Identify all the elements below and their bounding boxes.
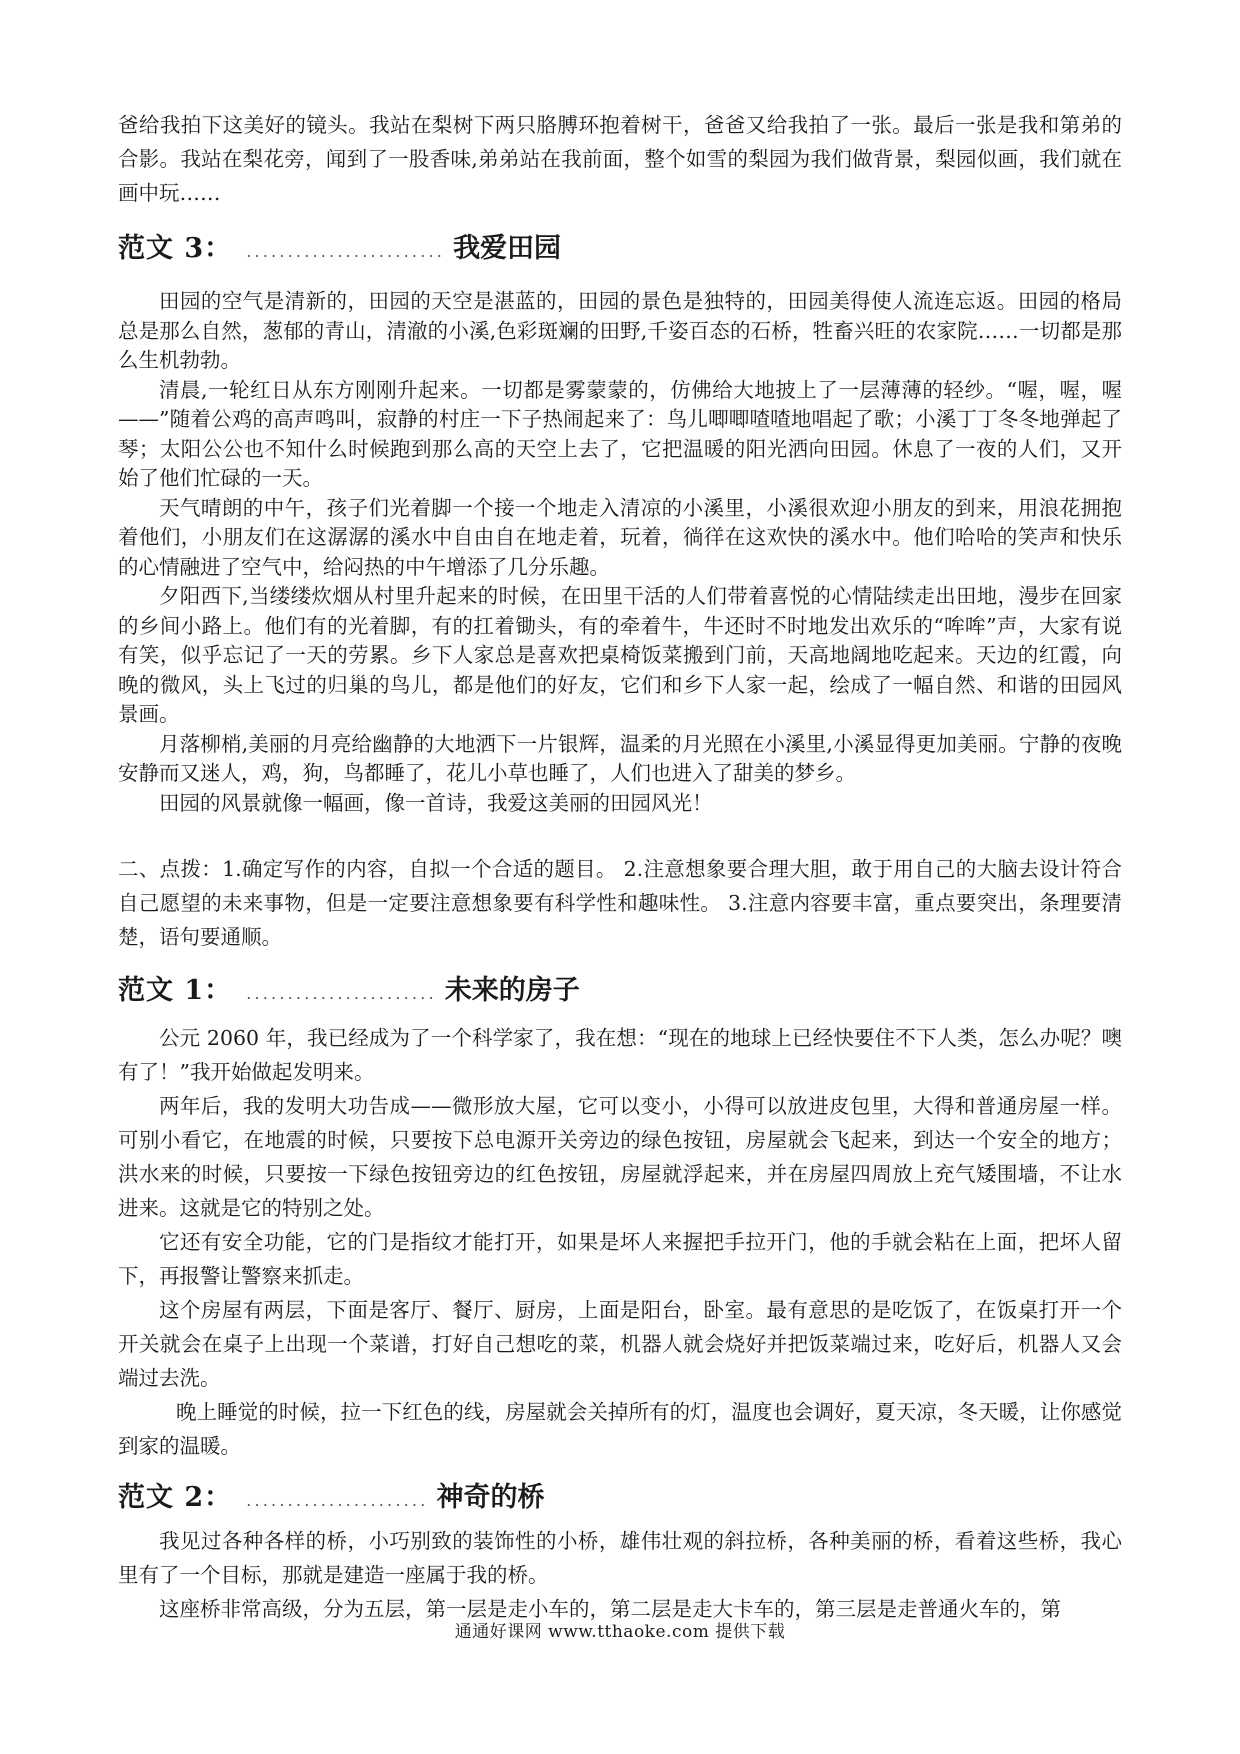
essay-3-heading	[118, 226, 1122, 265]
essay-1-paragraph: 两年后，我的发明大功告成——微形放大屋，它可以变小，小得可以放进皮包里，大得和普通房屋一样。可别小看它，在地震的时候，只要按下总电源开关旁边的绿色按钮，房屋就会飞起来，到达一个安全的地方；洪水来的时候，只要按一下绿色按钮旁边的红色按钮，房屋就浮起来，并在房屋四周放上充气矮围墙，不让水进来。这就是它的特别之处。	[118, 1094, 1122, 1220]
guidance-paragraph: 二、点拨：1.确定写作的内容，自拟一个合适的题目。 2.注意想象要合理大胆，敢于用自己的大脑去设计符合自己愿望的未来事物，但是一定要注意想象要有科学性和趣味性。 3.注意内容要丰富，重点要突出，条理要清楚，语句要通顺。	[118, 857, 1122, 949]
essay-1-body	[118, 1021, 1122, 1463]
essay-3-label: 范文 3：	[118, 233, 233, 264]
essay-3-title: 我爱田园	[453, 233, 562, 264]
essay-2-dots: ......................	[246, 1491, 429, 1510]
essay-3-paragraph: 夕阳西下,当缕缕炊烟从村里升起来的时候，在田里干活的人们带着喜悦的心情陆续走出田地，漫步在回家的乡间小路上。他们有的光着脚，有的扛着锄头，有的牵着牛，牛还时不时地发出欢乐的“哞哞”声，大家有说有笑，似乎忘记了一天的劳累。乡下人家总是喜欢把桌椅饭菜搬到门前，天高地阔地吃起来。天边的红霞，向晚的微风，头上飞过的归巢的鸟儿，都是他们的好友，它们和乡下人家一起，绘成了一幅自然、和谐的田园风景画。	[118, 584, 1122, 726]
essay-1-dots: .......................	[246, 984, 437, 1003]
essay-2-title: 神奇的桥	[436, 1482, 545, 1513]
essay-1-title: 未来的房子	[444, 975, 580, 1006]
page-footer: 通通好课网 www.tthaoke.com 提供下载	[454, 1622, 786, 1642]
essay-3-paragraph: 天气晴朗的中午，孩子们光着脚一个接一个地走入清凉的小溪里，小溪很欢迎小朋友的到来，用浪花拥抱着他们，小朋友们在这潺潺的溪水中自由自在地走着，玩着，徜徉在这欢快的溪水中。他们哈哈的笑声和快乐的心情融进了空气中，给闷热的中午增添了几分乐趣。	[118, 495, 1122, 579]
essay-1-paragraph: 这个房屋有两层，下面是客厅、餐厅、厨房，上面是阳台，卧室。最有意思的是吃饭了，在饭桌打开一个开关就会在桌子上出现一个菜谱，打好自己想吃的菜，机器人就会烧好并把饭菜端过来，吃好后，机器人又会端过去洗。	[118, 1298, 1122, 1390]
essay-1-paragraph: 晚上睡觉的时候，拉一下红色的线，房屋就会关掉所有的灯，温度也会调好，夏天凉，冬天暖，让你感觉到家的温暖。	[118, 1400, 1122, 1458]
essay-1-label: 范文 1：	[118, 975, 233, 1006]
essay-1-paragraph: 公元 2060 年，我已经成为了一个科学家了，我在想：“现在的地球上已经快要住不下人类，怎么办呢？噢有了！”我开始做起发明来。	[118, 1026, 1122, 1084]
essay-3-paragraph: 月落柳梢,美丽的月亮给幽静的大地洒下一片银辉，温柔的月光照在小溪里,小溪显得更加美丽。宁静的夜晚安静而又迷人，鸡，狗，鸟都睡了，花儿小草也睡了，人们也进入了甜美的梦乡。	[118, 731, 1122, 785]
essay-3-body	[118, 287, 1122, 818]
essay-2-paragraph: 这座桥非常高级，分为五层，第一层是走小车的，第二层是走大卡车的，第三层是走普通火车的，第	[159, 1597, 1061, 1621]
document-page	[118, 108, 1122, 1626]
essay-2-paragraph: 我见过各种各样的桥，小巧别致的装饰性的小桥，雄伟壮观的斜拉桥，各种美丽的桥，看着这些桥，我心里有了一个目标，那就是建造一座属于我的桥。	[118, 1529, 1122, 1587]
essay-3-paragraph: 清晨,一轮红日从东方刚刚升起来。一切都是雾蒙蒙的，仿佛给大地披上了一层薄薄的轻纱。“喔，喔，喔——”随着公鸡的高声鸣叫，寂静的村庄一下子热闹起来了：鸟儿唧唧喳喳地唱起了歌；小溪丁丁冬冬地弹起了琴；太阳公公也不知什么时候跑到那么高的天空上去了，它把温暖的阳光洒向田园。休息了一夜的人们，又开始了他们忙碌的一天。	[118, 377, 1122, 490]
essay-2-body	[118, 1524, 1122, 1626]
essay-1-heading	[118, 968, 1122, 1007]
essay-3-paragraph: 田园的空气是清新的，田园的天空是湛蓝的，田园的景色是独特的，田园美得使人流连忘返。田园的格局总是那么自然，葱郁的青山，清澈的小溪,色彩斑斓的田野,千姿百态的石桥，牲畜兴旺的农家院……一切都是那么生机勃勃。	[118, 289, 1122, 372]
intro-paragraph: 爸给我拍下这美好的镜头。我站在梨树下两只胳膊环抱着树干，爸爸又给我拍了一张。最后一张是我和第弟的合影。我站在梨花旁，闻到了一股香味,弟弟站在我前面，整个如雪的梨园为我们做背景，梨园似画，我们就在画中玩……	[118, 113, 1122, 205]
essay-3-dots: ........................	[246, 242, 446, 261]
essay-2-label: 范文 2：	[118, 1482, 233, 1513]
essay-3-paragraph: 田园的风景就像一幅画，像一首诗，我爱这美丽的田园风光！	[159, 790, 713, 815]
essay-2-heading	[118, 1475, 1122, 1514]
essay-1-paragraph: 它还有安全功能，它的门是指纹才能打开，如果是坏人来握把手拉开门，他的手就会粘在上面，把坏人留下，再报警让警察来抓走。	[118, 1230, 1122, 1288]
